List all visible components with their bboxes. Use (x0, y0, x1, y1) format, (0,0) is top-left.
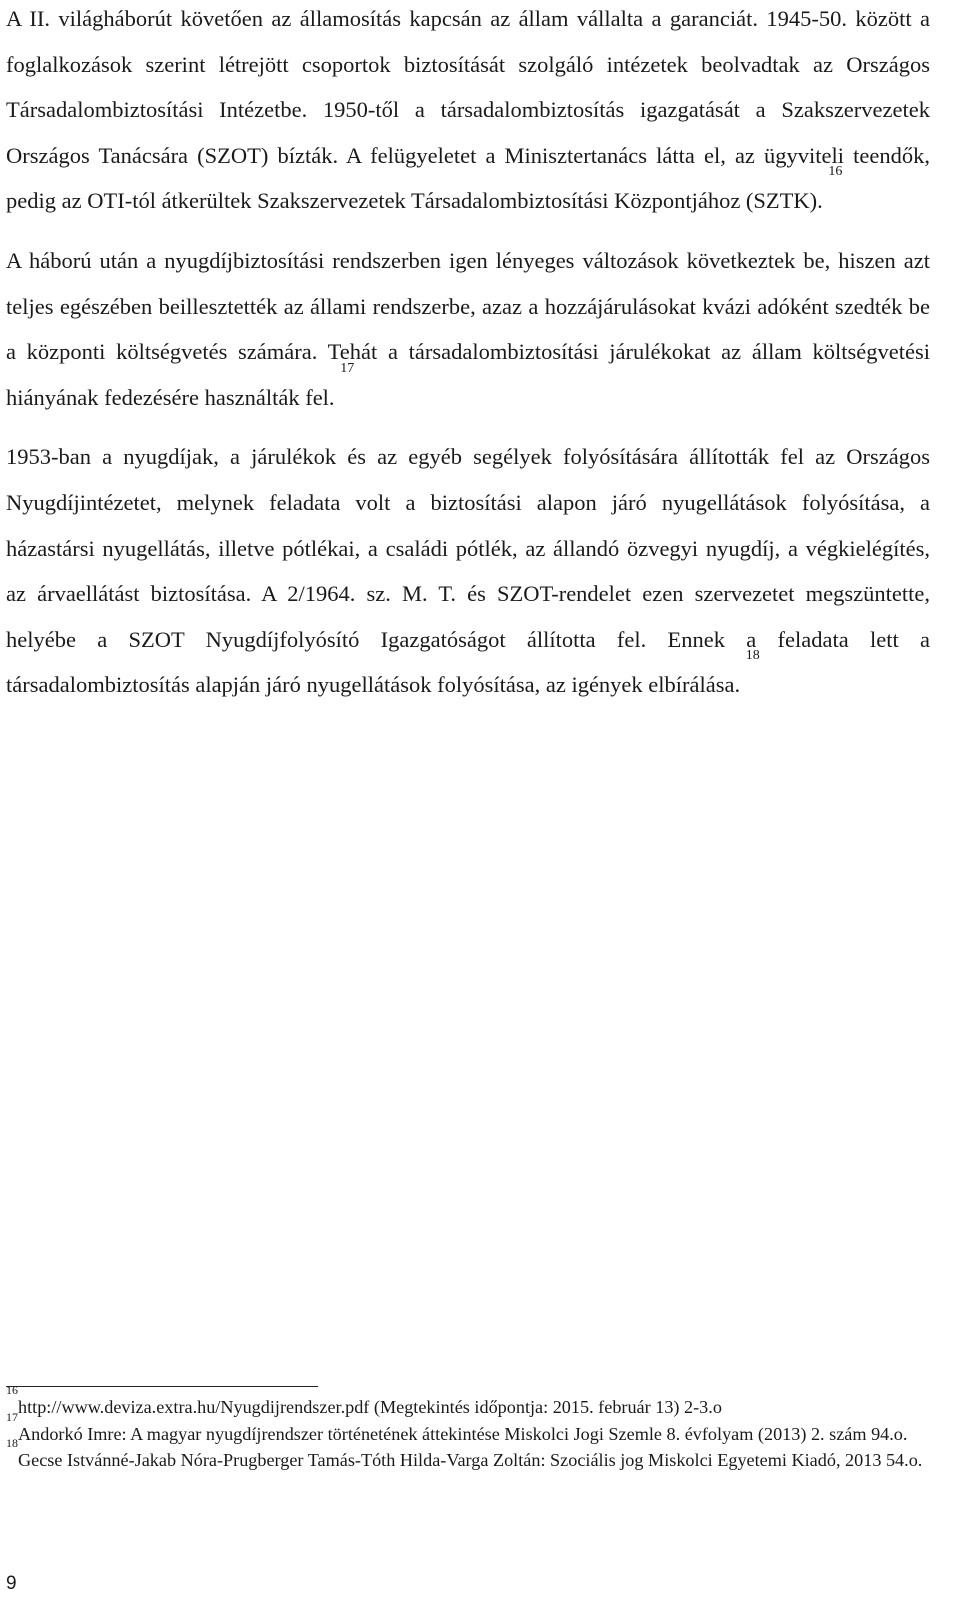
paragraph-text: 1953-ban a nyugdíjak, a járulékok és az egyéb segélyek folyósítására állították fel az Országos Nyugdíjintézetet, melynek feladata volt a biztosítási alapon járó nyugellátások folyósítása, a házastársi nyugellátás, illetve pótlékai, a családi pótlék, az állandó özvegyi nyugdíj, a végkielégítés, az árvaellátást biztosítása. A 2/1964. sz. M. T. és SZOT-rendelet ezen szervezetet megszüntette, helyébe a SZOT Nyugdíjfolyósító Igazgatóságot állította fel. Ennek a feladata lett a társadalombiztosítás alapján járó nyugellátások folyósítása, az igények elbírálása. (6, 444, 930, 698)
footnote (6, 1409, 930, 1448)
paragraph-text: A háború után a nyugdíjbiztosítási rendszerben igen lényeges változások következtek be, hiszen azt teljes egészében beillesztették az állami rendszerbe, azaz a hozzájárulásokat kvázi adóként szedték be a központi költségvetés számára. Tehát a társadalombiztosítási járulékokat az állam költségvetési hiányának fedezésére használták fel. (6, 247, 930, 410)
footnote-number: 18 (6, 1436, 18, 1450)
footnote-ref: 16 (828, 164, 843, 180)
footnote-number: 16 (6, 1383, 18, 1397)
body-text (6, 0, 930, 722)
footnote (6, 1383, 930, 1421)
footnote-divider (6, 1386, 318, 1387)
footnote-text: Gecse Istvánné-Jakab Nóra-Prugberger Tamás-Tóth Hilda-Varga Zoltán: Szociális jog Miskolci Egyetemi Kiadó, 2013 54.o. (18, 1450, 923, 1470)
footnote-ref: 17 (340, 360, 355, 376)
footnote-text: Andorkó Imre: A magyar nyugdíjrendszer történetének áttekintése Miskolci Jogi Szemle 8. évfolyam (2013) 2. szám 94.o. (18, 1423, 908, 1444)
footnote-text: http://www.deviza.extra.hu/Nyugdijrendszer.pdf (Megtekintés időpontja: 2015. február 13) 2-3.o (18, 1397, 722, 1417)
paragraph (6, 434, 930, 708)
footnotes (6, 1383, 930, 1474)
footnote-ref: 18 (745, 648, 760, 664)
footnote (6, 1436, 930, 1474)
paragraph-text: A II. világháborút követően az államosítás kapcsán az állam vállalta a garanciát. 1945-50. között a foglalkozások szerint létrejött csoportok biztosítását szolgáló intézetek beolvadtak az Országos Társadalombiztosítási Intézetbe. 1950-től a társadalombiztosítás igazgatását a Szakszervezetek Országos Tanácsára (SZOT) bízták. A felügyeletet a Minisztertanács látta el, az ügyviteli teendők, pedig az OTI-tól átkerültek Szakszervezetek Társadalombiztosítási Központjához (SZTK). (6, 6, 930, 214)
paragraph (6, 0, 930, 224)
footnote-number: 17 (6, 1409, 18, 1424)
page-number: 9 (6, 1573, 17, 1594)
paragraph (6, 238, 930, 420)
